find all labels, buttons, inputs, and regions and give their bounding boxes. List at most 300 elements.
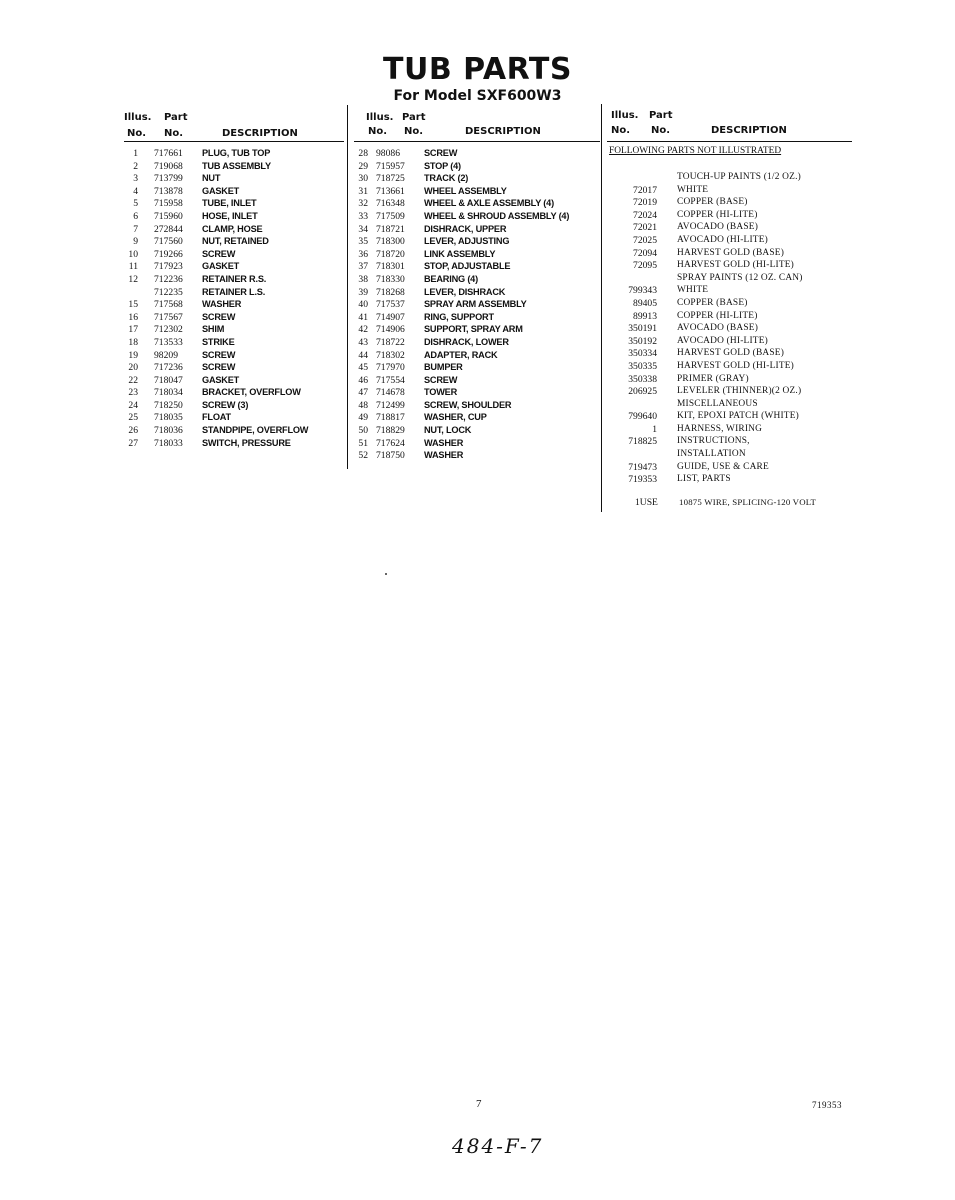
list-item	[124, 198, 344, 211]
part-number: 719353	[628, 474, 657, 486]
header-no2: No.	[651, 125, 671, 136]
illus-number: 42	[358, 324, 368, 336]
part-description: LIST, PARTS	[677, 474, 731, 485]
list-item	[354, 362, 600, 375]
part-description: FLOAT	[202, 412, 231, 423]
list-item	[607, 361, 852, 374]
column-divider	[347, 105, 348, 469]
part-number: 72021	[633, 222, 657, 234]
part-description: KIT, EPOXI PATCH (WHITE)	[677, 411, 799, 422]
list-item	[607, 197, 852, 210]
part-description: GASKET	[202, 261, 240, 272]
part-number: 72025	[633, 234, 657, 246]
illus-number: 5	[133, 198, 138, 210]
column-header	[124, 110, 344, 142]
not-illustrated-note: FOLLOWING PARTS NOT ILLUSTRATED	[609, 146, 782, 156]
part-number: 718250	[154, 399, 183, 411]
part-description: 10875 WIRE, SPLICING-120 VOLT	[679, 496, 817, 507]
part-description: WHEEL ASSEMBLY	[424, 185, 507, 196]
list-item	[354, 224, 600, 237]
part-number: 715957	[376, 160, 405, 172]
part-number: 713533	[154, 336, 183, 348]
part-number: 350335	[628, 360, 657, 372]
part-description: SCREW	[202, 248, 236, 259]
list-item	[124, 438, 344, 451]
list-item	[607, 210, 852, 223]
list-item	[607, 497, 852, 510]
part-number: 719473	[628, 461, 657, 473]
part-description: LEVER, DISHRACK	[424, 286, 506, 297]
part-number: 718750	[376, 450, 405, 462]
illus-number: 3	[133, 173, 138, 185]
part-description: HARVEST GOLD (BASE)	[677, 348, 785, 359]
part-number: 717661	[154, 148, 183, 159]
list-item	[124, 337, 344, 350]
list-item	[124, 224, 344, 237]
list-item	[354, 299, 600, 312]
list-item	[354, 249, 600, 262]
header-part: Part	[649, 110, 673, 121]
part-description: COPPER (BASE)	[677, 297, 748, 308]
part-number: 718722	[376, 336, 405, 348]
part-number: 712499	[376, 399, 405, 411]
illus-number: 46	[358, 374, 368, 386]
part-description: HARVEST GOLD (BASE)	[677, 247, 785, 258]
illus-number: 38	[358, 273, 368, 285]
list-item	[124, 362, 344, 375]
illus-number: 45	[358, 362, 368, 374]
list-item	[124, 173, 344, 186]
list-item	[124, 299, 344, 312]
part-description: WASHER	[424, 437, 464, 448]
part-number: 89405	[633, 297, 657, 309]
part-number: 718825	[628, 436, 657, 448]
list-item	[124, 350, 344, 363]
part-number: 350338	[628, 373, 657, 385]
part-number: 717568	[154, 299, 183, 311]
list-item	[354, 400, 600, 413]
part-description: SCREW, SHOULDER	[424, 399, 512, 410]
part-number: 718330	[376, 273, 405, 285]
list-item	[354, 148, 600, 161]
illus-number: 6	[133, 210, 138, 222]
part-number: 206925	[628, 386, 657, 398]
list-item	[607, 462, 852, 475]
part-description: WASHER	[202, 299, 242, 310]
list-item	[354, 287, 600, 300]
part-description: CLAMP, HOSE	[202, 223, 263, 234]
list-item	[607, 424, 852, 437]
part-description: WASHER	[424, 450, 464, 461]
part-description: TOUCH-UP PAINTS (1/2 OZ.)	[677, 172, 801, 182]
list-item	[354, 211, 600, 224]
part-number: 714678	[376, 387, 405, 399]
part-description: WHITE	[677, 285, 709, 296]
part-number: 718302	[376, 349, 405, 361]
part-description: HARNESS, WIRING	[677, 423, 763, 434]
list-item	[124, 274, 344, 287]
illus-number: 48	[358, 399, 368, 411]
part-description: SPRAY PAINTS (12 OZ. CAN)	[677, 272, 803, 283]
part-number: 718036	[154, 425, 183, 437]
list-item	[607, 336, 852, 349]
part-description: BUMPER	[424, 362, 463, 373]
part-description: SCREW	[424, 148, 458, 158]
list-item	[607, 248, 852, 261]
part-description: SWITCH, PRESSURE	[202, 437, 291, 448]
part-number: 1USE	[635, 496, 658, 508]
part-description: AVOCADO (BASE)	[677, 222, 759, 233]
list-item	[124, 148, 344, 161]
part-number: 713878	[154, 185, 183, 197]
part-description: WHITE	[677, 184, 709, 195]
header-no: No.	[127, 128, 147, 139]
illus-number: 27	[128, 437, 138, 449]
list-item	[124, 324, 344, 337]
header-rule	[607, 141, 852, 142]
part-description: COPPER (HI-LITE)	[677, 209, 758, 220]
part-number: 72095	[633, 260, 657, 272]
part-number: 719068	[154, 160, 183, 172]
part-description: INSTALLATION	[677, 449, 746, 460]
part-description: RETAINER L.S.	[202, 286, 266, 297]
part-number: 715960	[154, 210, 183, 222]
part-description: SCREW	[202, 362, 236, 373]
illus-number: 50	[358, 425, 368, 437]
part-number: 98209	[154, 349, 178, 361]
part-number: 718033	[154, 437, 183, 449]
part-description: PRIMER (GRAY)	[677, 373, 749, 384]
header-no: No.	[368, 126, 388, 137]
part-number: 717537	[376, 299, 405, 311]
part-number: 717624	[376, 437, 405, 449]
list-item	[607, 411, 852, 424]
part-description: COPPER (HI-LITE)	[677, 310, 758, 321]
illus-number: 26	[128, 425, 138, 437]
part-number: 717970	[376, 362, 405, 374]
part-number: 718725	[376, 173, 405, 185]
part-number: 89913	[633, 310, 657, 322]
part-number: 98086	[376, 148, 400, 159]
part-number: 713799	[154, 173, 183, 185]
header-description: DESCRIPTION	[711, 125, 787, 136]
list-item	[607, 298, 852, 311]
list-item	[354, 274, 600, 287]
part-number: 716348	[376, 198, 405, 210]
header-illus: Illus.	[366, 112, 394, 123]
list-item	[607, 185, 852, 198]
illus-number: 18	[128, 336, 138, 348]
illus-number: 51	[358, 437, 368, 449]
illus-number: 20	[128, 362, 138, 374]
part-description: HARVEST GOLD (HI-LITE)	[677, 260, 794, 271]
illus-number: 32	[358, 198, 368, 210]
part-number: 718301	[376, 261, 405, 273]
part-number: 72094	[633, 247, 657, 259]
column-divider	[601, 104, 602, 512]
list-item	[354, 173, 600, 186]
part-description: MISCELLANEOUS	[677, 398, 758, 409]
illus-number: 31	[358, 185, 368, 197]
list-item	[607, 449, 852, 462]
list-item	[354, 350, 600, 363]
part-number: 72019	[633, 197, 657, 209]
part-description: SUPPORT, SPRAY ARM	[424, 324, 523, 335]
list-item	[607, 311, 852, 324]
list-item	[607, 374, 852, 387]
list-item	[124, 287, 344, 300]
part-description: STANDPIPE, OVERFLOW	[202, 425, 309, 436]
part-description: AVOCADO (BASE)	[677, 323, 759, 334]
part-description: PLUG, TUB TOP	[202, 148, 271, 158]
list-item	[354, 198, 600, 211]
part-description: COPPER (BASE)	[677, 197, 748, 208]
part-number: 717554	[376, 374, 405, 386]
list-item	[354, 261, 600, 274]
header-illus: Illus.	[611, 110, 639, 121]
part-description: GUIDE, USE & CARE	[677, 461, 769, 472]
illus-number: 11	[128, 261, 138, 273]
list-item	[354, 161, 600, 174]
part-description: GASKET	[202, 374, 240, 385]
part-description: TOWER	[424, 387, 458, 398]
header-description: DESCRIPTION	[465, 126, 541, 137]
part-description: TUBE, INLET	[202, 198, 257, 209]
illus-number: 15	[128, 299, 138, 311]
part-number: 712235	[154, 286, 183, 298]
list-item	[124, 186, 344, 199]
part-number: 719266	[154, 248, 183, 260]
illus-number: 39	[358, 286, 368, 298]
part-description: NUT, LOCK	[424, 425, 472, 436]
document-code: 719353	[812, 1100, 842, 1110]
illus-number: 37	[358, 261, 368, 273]
header-part: Part	[402, 112, 426, 123]
parts-list	[124, 148, 344, 450]
part-number: 718817	[376, 412, 405, 424]
part-number: 714906	[376, 324, 405, 336]
part-number: 350192	[628, 335, 657, 347]
part-description: GASKET	[202, 185, 240, 196]
part-description: SCREW	[202, 311, 236, 322]
part-number: 272844	[154, 223, 183, 235]
list-item	[124, 261, 344, 274]
part-number: 718300	[376, 236, 405, 248]
part-description: INSTRUCTIONS,	[677, 436, 750, 447]
illus-number: 30	[358, 173, 368, 185]
part-description: TUB ASSEMBLY	[202, 160, 271, 171]
header-no2: No.	[164, 128, 184, 139]
part-description: SCREW	[424, 374, 458, 385]
parts-column-3	[607, 110, 852, 509]
part-number: 1	[652, 423, 657, 435]
parts-list	[607, 172, 852, 487]
header-rule	[354, 141, 600, 142]
part-number: 718720	[376, 248, 405, 260]
illus-number: 7	[133, 223, 138, 235]
illus-number: 47	[358, 387, 368, 399]
part-number: 717560	[154, 236, 183, 248]
part-number: 72024	[633, 209, 657, 221]
illus-number: 12	[128, 273, 138, 285]
list-item	[124, 412, 344, 425]
list-item	[124, 387, 344, 400]
part-description: HARVEST GOLD (HI-LITE)	[677, 360, 794, 371]
part-number: 717509	[376, 210, 405, 222]
list-item	[354, 236, 600, 249]
list-item	[607, 222, 852, 235]
part-number: 718047	[154, 374, 183, 386]
list-item	[354, 375, 600, 388]
model-subtitle: For Model SXF600W3	[393, 88, 562, 104]
list-item	[124, 375, 344, 388]
header-rule	[124, 141, 344, 142]
illus-number: 16	[128, 311, 138, 323]
part-description: NUT, RETAINED	[202, 236, 269, 247]
part-number: 72017	[633, 184, 657, 196]
part-description: LEVER, ADJUSTING	[424, 236, 510, 247]
illus-number: 34	[358, 223, 368, 235]
part-number: 714907	[376, 311, 405, 323]
list-item	[124, 249, 344, 262]
illus-number: 52	[358, 450, 368, 462]
header-no: No.	[611, 125, 631, 136]
part-number: 713661	[376, 185, 405, 197]
part-number: 718035	[154, 412, 183, 424]
list-item	[124, 400, 344, 413]
illus-number: 49	[358, 412, 368, 424]
illus-number: 2	[133, 160, 138, 172]
part-number: 350334	[628, 348, 657, 360]
list-item	[607, 386, 852, 399]
illus-number: 22	[128, 374, 138, 386]
list-item	[354, 412, 600, 425]
part-description: WASHER, CUP	[424, 412, 487, 423]
list-item	[354, 312, 600, 325]
illus-number: 29	[358, 160, 368, 172]
page-number: 7	[476, 1098, 482, 1110]
illus-number: 23	[128, 387, 138, 399]
part-description: WHEEL & SHROUD ASSEMBLY (4)	[424, 210, 570, 221]
speck	[385, 573, 387, 575]
illus-number: 36	[358, 248, 368, 260]
part-description: SHIM	[202, 324, 225, 335]
part-number: 718268	[376, 286, 405, 298]
parts-list	[354, 148, 600, 463]
part-number: 712236	[154, 273, 183, 285]
part-number: 718829	[376, 425, 405, 437]
list-item	[607, 399, 852, 412]
illus-number: 4	[133, 185, 138, 197]
part-number: 718721	[376, 223, 405, 235]
list-item	[607, 474, 852, 487]
parts-column-1	[124, 110, 344, 450]
illus-number: 28	[358, 148, 368, 159]
list-item	[607, 323, 852, 336]
list-item	[607, 348, 852, 361]
part-number: 717567	[154, 311, 183, 323]
part-description: NUT	[202, 173, 221, 184]
part-number: 717236	[154, 362, 183, 374]
illus-number: 24	[128, 399, 138, 411]
part-number: 799640	[628, 411, 657, 423]
illus-number: 43	[358, 336, 368, 348]
list-item	[354, 425, 600, 438]
part-description: RING, SUPPORT	[424, 311, 494, 322]
part-description: BRACKET, OVERFLOW	[202, 387, 301, 398]
part-description: AVOCADO (HI-LITE)	[677, 234, 768, 245]
part-description: LEVELER (THINNER)(2 OZ.)	[677, 386, 802, 397]
illus-number: 35	[358, 236, 368, 248]
list-item	[354, 324, 600, 337]
list-item	[607, 436, 852, 449]
part-description: TRACK (2)	[424, 173, 469, 184]
part-description: STOP (4)	[424, 160, 461, 171]
part-number: 799343	[628, 285, 657, 297]
part-description: SPRAY ARM ASSEMBLY	[424, 299, 527, 310]
part-number: 718034	[154, 387, 183, 399]
part-description: RETAINER R.S.	[202, 273, 267, 284]
part-description: LINK ASSEMBLY	[424, 248, 496, 259]
illus-number: 9	[133, 236, 138, 248]
part-description: STOP, ADJUSTABLE	[424, 261, 511, 272]
illus-number: 19	[128, 349, 138, 361]
part-description: DISHRACK, UPPER	[424, 223, 507, 234]
illus-number: 10	[128, 248, 138, 260]
list-item	[354, 387, 600, 400]
part-number: 712302	[154, 324, 183, 336]
part-number: 350191	[628, 323, 657, 335]
list-item	[124, 425, 344, 438]
part-description: WHEEL & AXLE ASSEMBLY (4)	[424, 198, 554, 209]
handwritten-note: 484-F-7	[452, 1134, 544, 1158]
part-number: 717923	[154, 261, 183, 273]
part-number: 715958	[154, 198, 183, 210]
part-description: DISHRACK, LOWER	[424, 336, 509, 347]
list-item	[124, 312, 344, 325]
illus-number: 17	[128, 324, 138, 336]
list-item	[354, 438, 600, 451]
list-item	[607, 235, 852, 248]
list-item	[607, 172, 852, 185]
list-item	[354, 186, 600, 199]
header-description: DESCRIPTION	[222, 128, 298, 139]
illus-number: 44	[358, 349, 368, 361]
illus-number: 1	[133, 148, 138, 159]
part-description: HOSE, INLET	[202, 210, 258, 221]
illus-number: 33	[358, 210, 368, 222]
column-header	[607, 110, 852, 142]
illus-number: 41	[358, 311, 368, 323]
header-part: Part	[164, 112, 188, 123]
list-item	[354, 450, 600, 463]
list-item	[607, 285, 852, 298]
part-description: BEARING (4)	[424, 273, 478, 284]
part-description: ADAPTER, RACK	[424, 349, 498, 360]
column-header	[354, 110, 600, 142]
part-description: SCREW	[202, 349, 236, 360]
header-no2: No.	[404, 126, 424, 137]
list-item	[354, 337, 600, 350]
list-item	[124, 161, 344, 174]
header-illus: Illus.	[124, 112, 152, 123]
part-description: STRIKE	[202, 336, 235, 347]
list-item	[607, 260, 852, 273]
list-item	[124, 236, 344, 249]
illus-number: 25	[128, 412, 138, 424]
part-description: AVOCADO (HI-LITE)	[677, 335, 768, 346]
illus-number: 40	[358, 299, 368, 311]
